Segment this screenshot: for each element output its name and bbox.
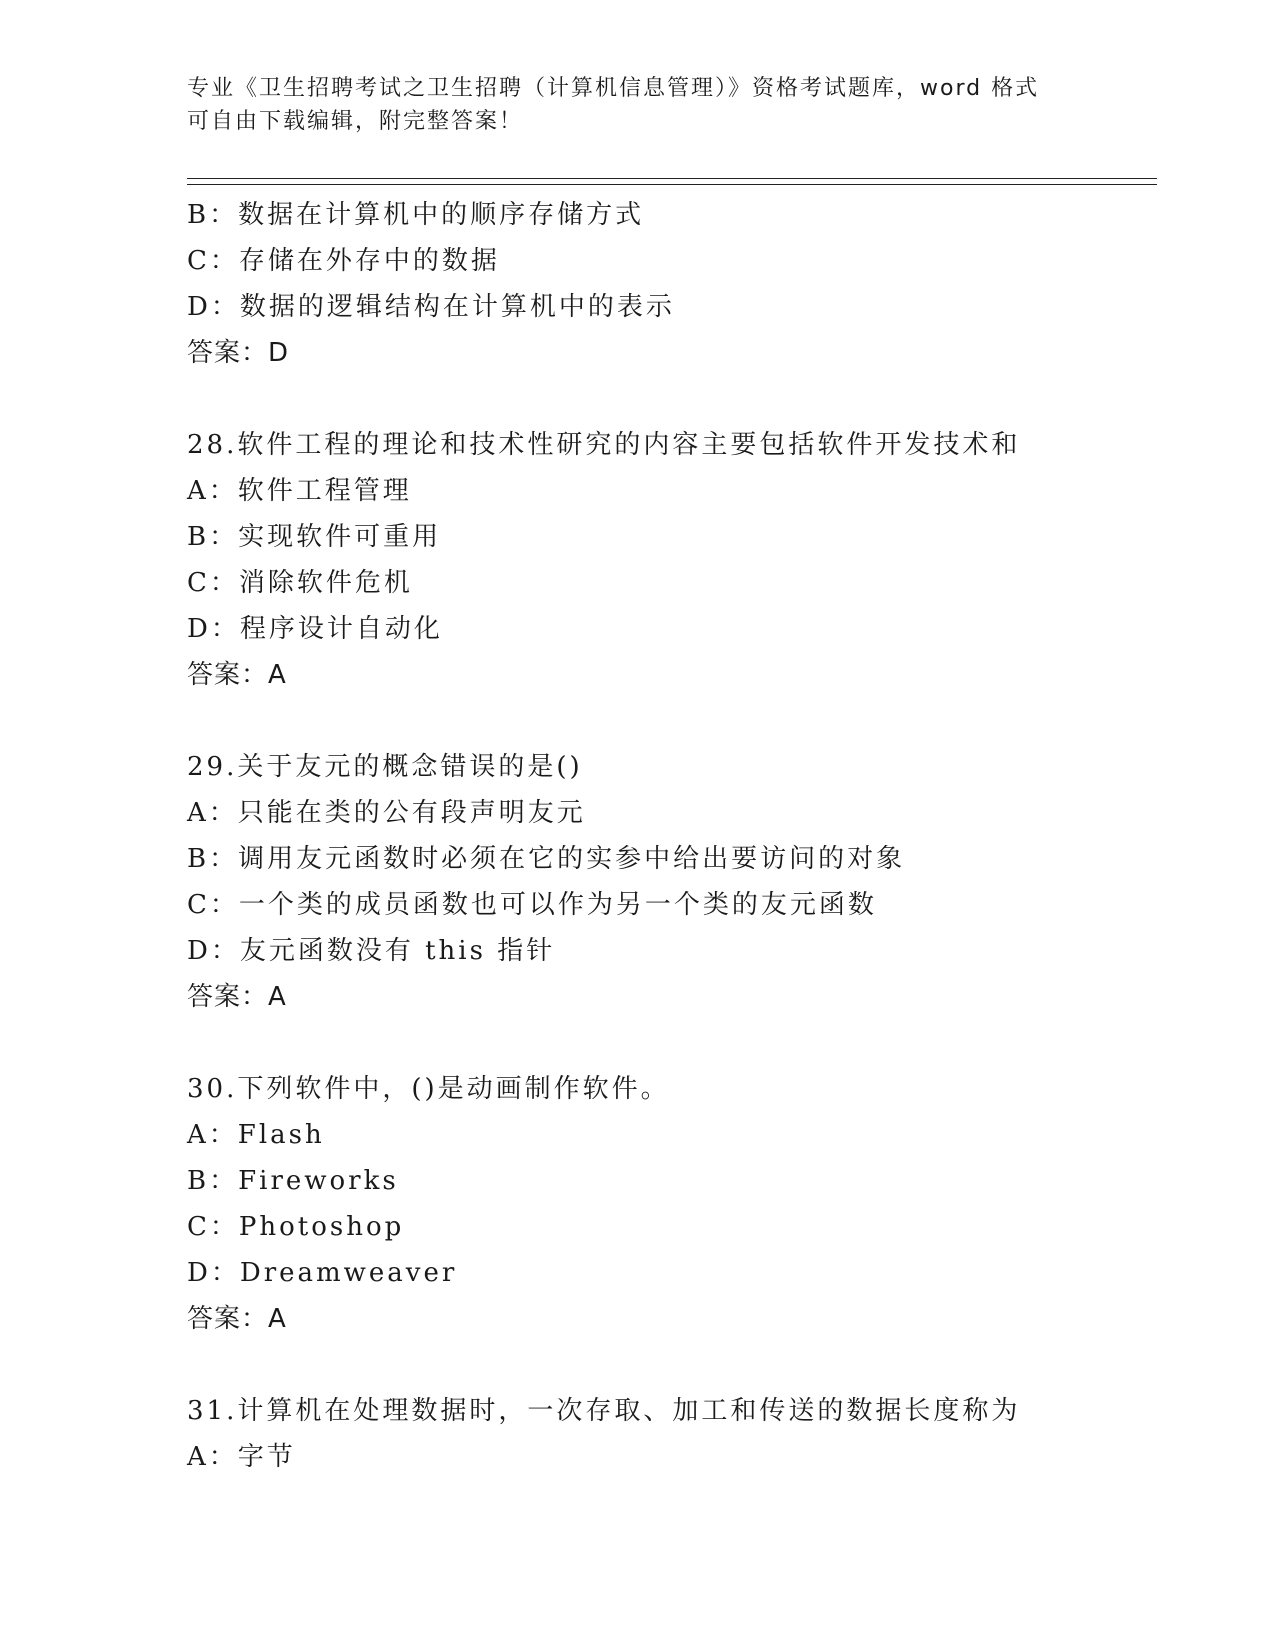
question-block <box>187 422 1167 698</box>
header-line-1: 专业《卫生招聘考试之卫生招聘（计算机信息管理）》资格考试题库，word 格式 <box>187 76 1040 101</box>
question-text: 31.计算机在处理数据时，一次存取、加工和传送的数据长度称为 <box>187 1396 1021 1426</box>
option-a: A：Flash <box>187 1120 325 1150</box>
option-c: C：存储在外存中的数据 <box>187 246 500 276</box>
question-block <box>187 192 1167 376</box>
block-spacer <box>187 698 1167 744</box>
document-header <box>187 72 1067 138</box>
option-a: A：软件工程管理 <box>187 476 412 506</box>
option-d: D：Dreamweaver <box>187 1258 458 1288</box>
answer-line: 答案：A <box>187 1304 287 1334</box>
option-b: B：Fireworks <box>187 1166 399 1196</box>
header-divider-thick <box>187 178 1157 179</box>
option-d: D：友元函数没有 this 指针 <box>187 936 556 966</box>
option-a: A：只能在类的公有段声明友元 <box>187 798 586 828</box>
option-c: C：一个类的成员函数也可以作为另一个类的友元函数 <box>187 890 877 920</box>
question-block <box>187 744 1167 1020</box>
option-c: C：Photoshop <box>187 1212 405 1242</box>
answer-line: 答案：A <box>187 660 287 690</box>
option-b: B：调用友元函数时必须在它的实参中给出要访问的对象 <box>187 844 906 874</box>
question-block <box>187 1388 1167 1480</box>
question-text: 28.软件工程的理论和技术性研究的内容主要包括软件开发技术和 <box>187 430 1021 460</box>
question-text: 29.关于友元的概念错误的是() <box>187 752 583 782</box>
block-spacer <box>187 376 1167 422</box>
option-c: C：消除软件危机 <box>187 568 413 598</box>
option-a: A：字节 <box>187 1442 296 1472</box>
option-d: D：数据的逻辑结构在计算机中的表示 <box>187 292 675 322</box>
header-line-2: 可自由下载编辑，附完整答案！ <box>187 109 524 134</box>
option-b: B：实现软件可重用 <box>187 522 442 552</box>
answer-line: 答案：D <box>187 338 290 368</box>
question-list <box>187 192 1167 1480</box>
option-d: D：程序设计自动化 <box>187 614 443 644</box>
block-spacer <box>187 1342 1167 1388</box>
question-block <box>187 1066 1167 1342</box>
option-b: B：数据在计算机中的顺序存储方式 <box>187 200 645 230</box>
header-divider-thin <box>187 184 1157 185</box>
block-spacer <box>187 1020 1167 1066</box>
question-text: 30.下列软件中，()是动画制作软件。 <box>187 1074 670 1104</box>
answer-line: 答案：A <box>187 982 287 1012</box>
